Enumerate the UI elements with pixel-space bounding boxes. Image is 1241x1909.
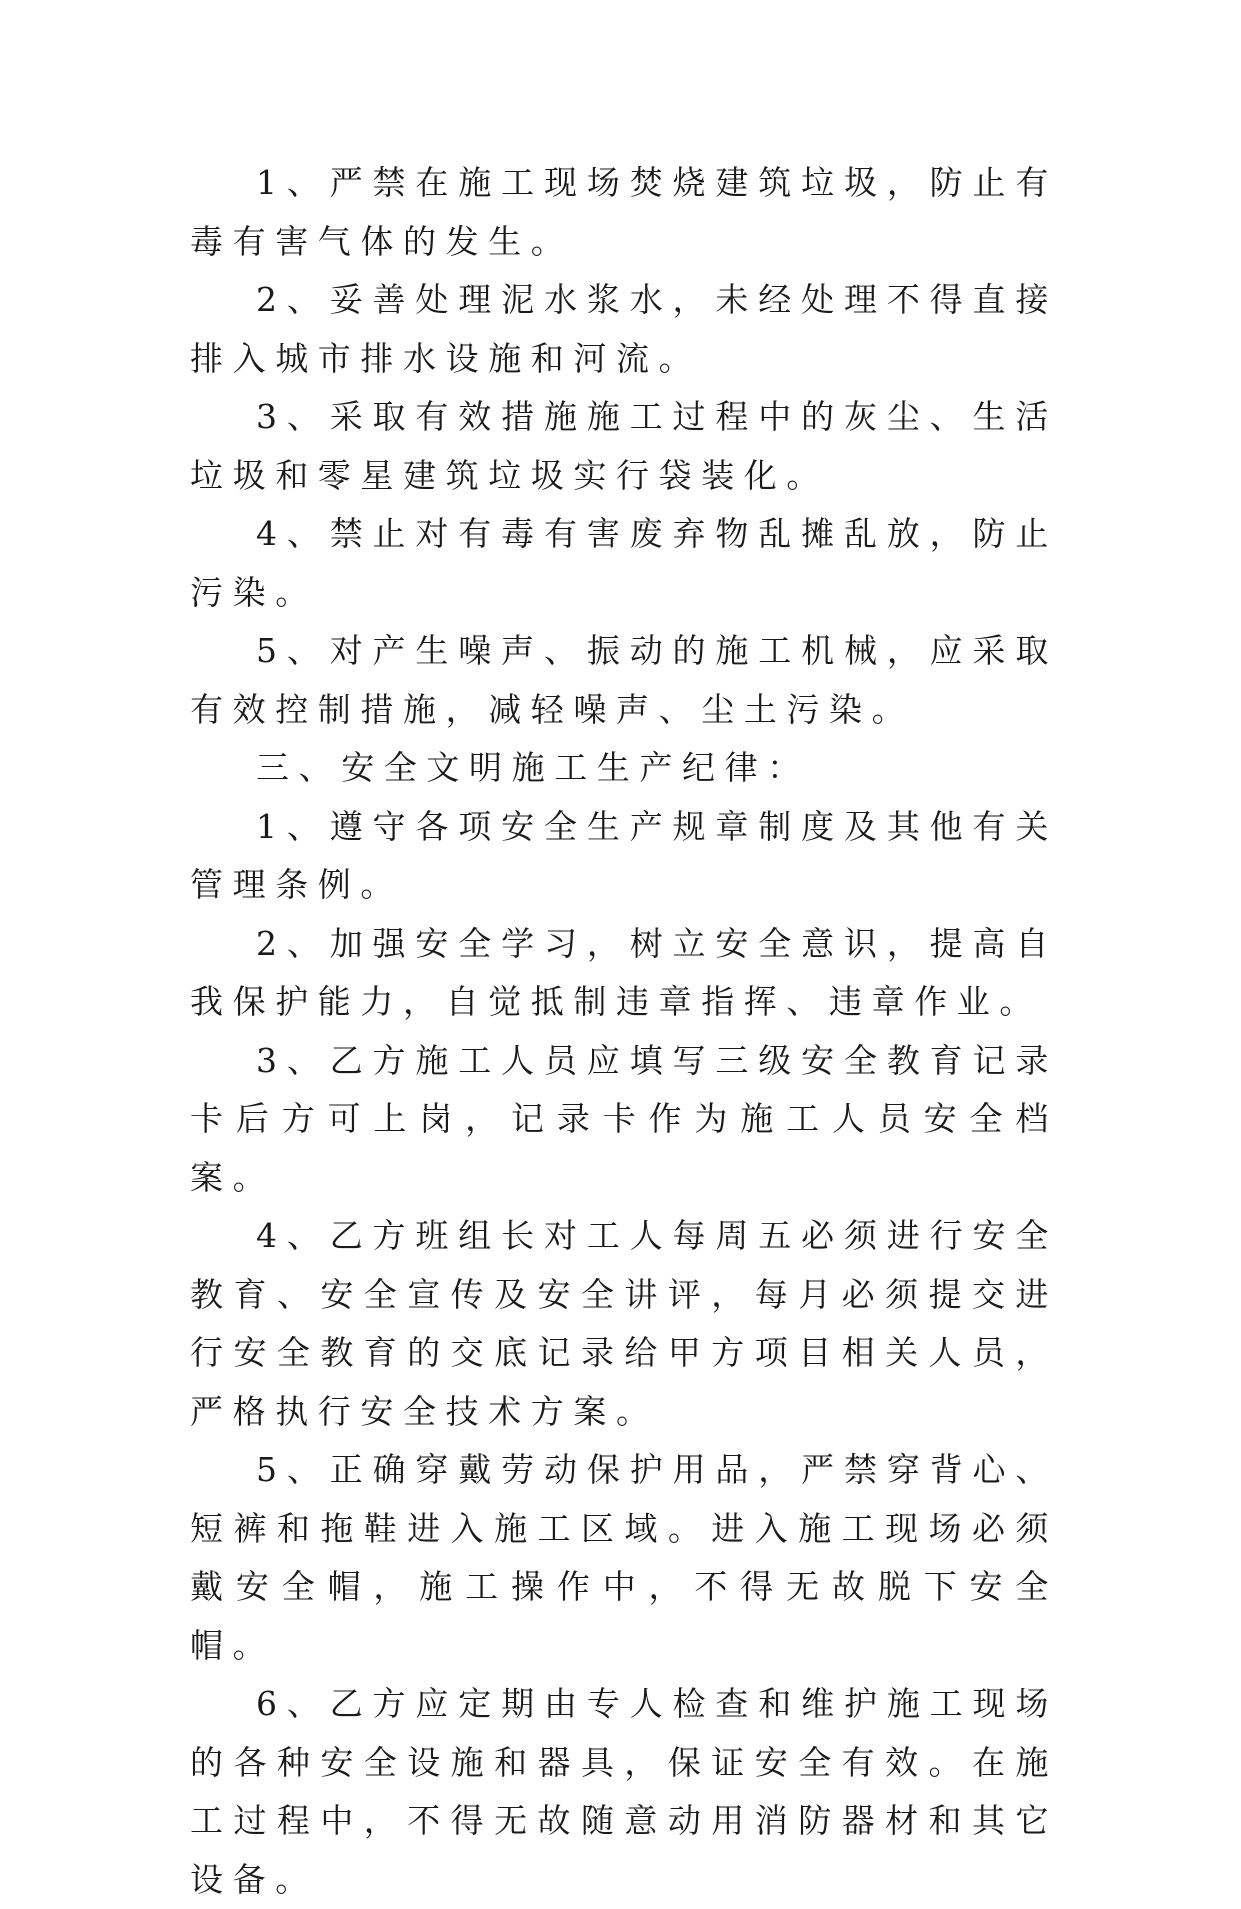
discipline-item-5: 5、正确穿戴劳动保护用品，严禁穿背心、短裤和拖鞋进入施工区域。进入施工现场必须戴安全帽，施工操作中，不得无故脱下安全帽。: [190, 1450, 1058, 1665]
paragraph-item-1: 1、严禁在施工现场焚烧建筑垃圾，防止有毒有害气体的发生。: [190, 163, 1058, 261]
document-body: [190, 154, 1058, 1909]
paragraph-item-5: 5、对产生噪声、振动的施工机械，应采取有效控制措施，减轻噪声、尘土污染。: [190, 631, 1058, 729]
discipline-item-1: 1、遵守各项安全生产规章制度及其他有关管理条例。: [190, 806, 1058, 904]
discipline-item-3: 3、乙方施工人员应填写三级安全教育记录卡后方可上岗，记录卡作为施工人员安全档案。: [190, 1040, 1058, 1197]
discipline-item-6: 6、乙方应定期由专人检查和维护施工现场的各种安全设施和器具，保证安全有效。在施工过程中，不得无故随意动用消防器材和其它设备。: [190, 1684, 1058, 1899]
discipline-item-4: 4、乙方班组长对工人每周五必须进行安全教育、安全宣传及安全讲评，每月必须提交进行安全教育的交底记录给甲方项目相关人员，严格执行安全技术方案。: [190, 1216, 1058, 1431]
paragraph-item-4: 4、禁止对有毒有害废弃物乱摊乱放，防止污染。: [190, 514, 1058, 612]
paragraph-item-2: 2、妥善处理泥水浆水，未经处理不得直接排入城市排水设施和河流。: [190, 280, 1058, 378]
paragraph-item-3: 3、采取有效措施施工过程中的灰尘、生活垃圾和零星建筑垃圾实行袋装化。: [190, 397, 1058, 495]
discipline-item-2: 2、加强安全学习，树立安全意识，提高自我保护能力，自觉抵制违章指挥、违章作业。: [190, 923, 1058, 1021]
section-heading: 三、安全文明施工生产纪律：: [256, 748, 810, 787]
